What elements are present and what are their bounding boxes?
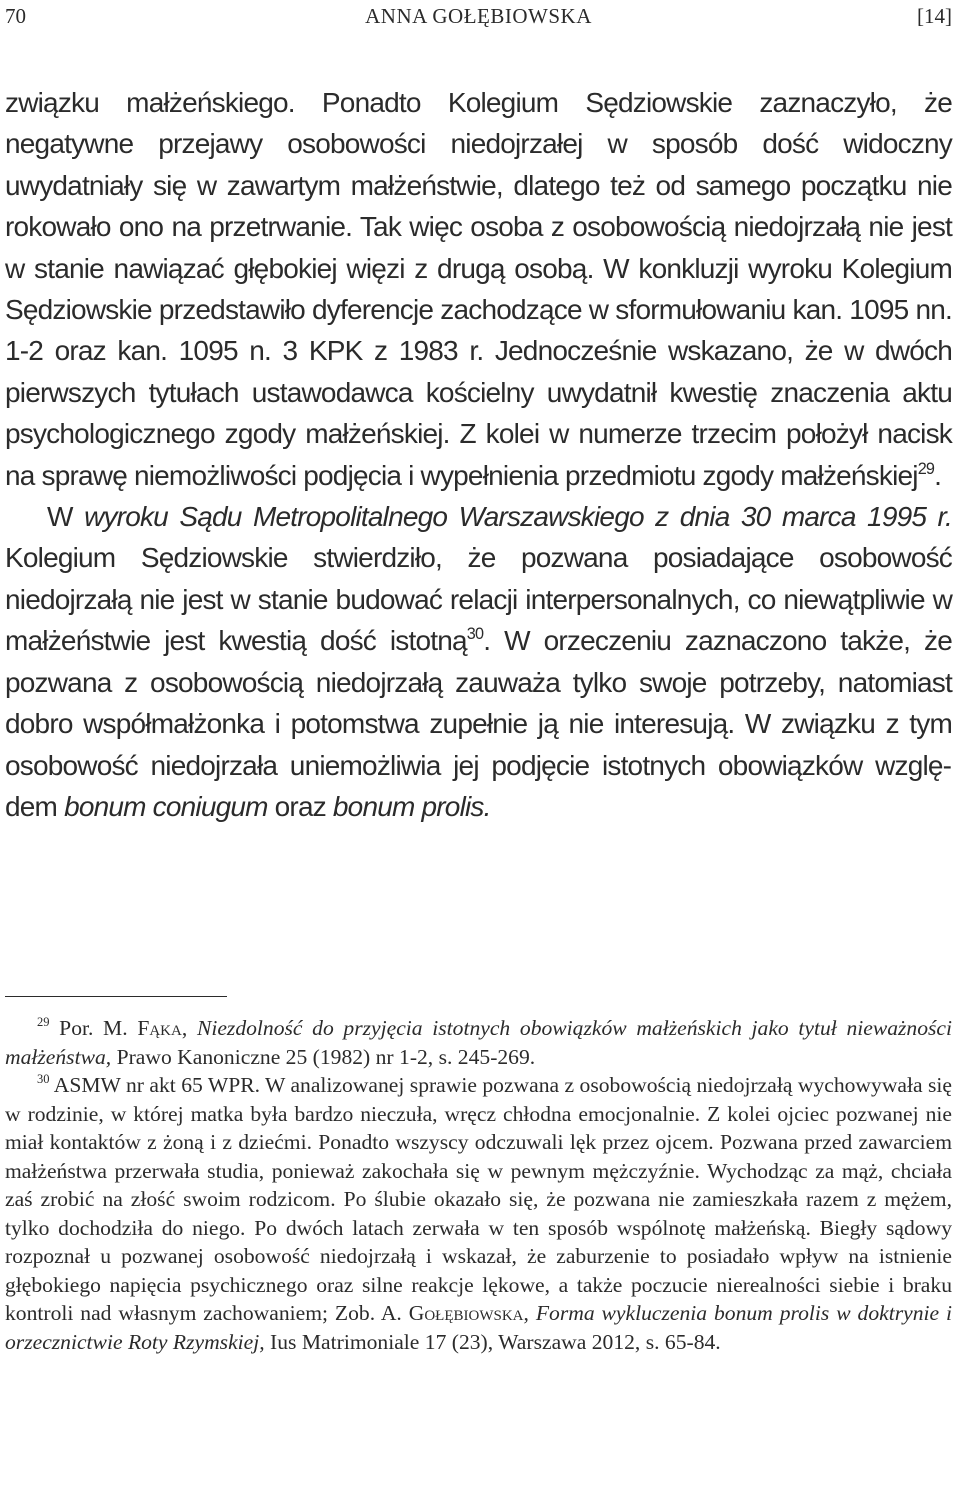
footnote-29-title: Niezdolność do przyjęcia istotnych obowiązków małżeńskich jako tytuł nieważności małżeństwa, bbox=[5, 1016, 953, 1069]
court-ruling-title: wyroku Sądu Metropolitalnego Warszawskiego z dnia 30 marca 1995 r. bbox=[84, 501, 953, 533]
footnote-30-text-a: ASMW nr akt 65 WPR. W analizowanej sprawie pozwana z osobowością niedojrzałą wychowywała się w rodzinie, w której matka była bardzo nieczuła, wręcz chłodna emocjonalnie. Z kolei ojciec pozwanej nie miał kontaktów z żoną i z dziećmi. Ponadto wszyscy odczuwali lęk przez ojcem. Pozwana przed zawarciem małżeństwa przerwała studia, ponieważ zakochała się w pewnym mężczyźnie. Wychodząc za mąż, chciała zaś zrobić na złość swoim rodzicom. Po ślubie okazało się, że pozwana nie zamieszkała razem z mężem, tylko dochodziła do niego. Po dwóch latach zerwała w ten sposób wspólnotę małżeńską. Biegły sądowy rozpoznał u pozwanej osobowość niedojrzałą i wskazał, że zaburzenie to posiadało wpływ na istnienie głębokiego napięcia psychicznego oraz silne reakcje lękowe, a także poczucie nierealności siebie i braku kontroli nad własnym zachowaniem; Zob. A. bbox=[5, 1073, 952, 1325]
footnote-30-title: Forma wykluczenia bonum prolis w doktrynie i orzecznictwie Roty Rzymskiej, bbox=[5, 1301, 952, 1354]
footnote-separator bbox=[5, 996, 227, 997]
footnote-30-text-b: Ius Matrimoniale 17 (23), Warszawa 2012, s. 65-84. bbox=[264, 1329, 721, 1354]
footnotes bbox=[5, 1014, 952, 1356]
page-number: 70 bbox=[5, 4, 26, 28]
paragraph-2-text-c: oraz bbox=[267, 790, 333, 822]
running-head-author: ANNA GOŁĘBIOWSKA bbox=[365, 4, 592, 28]
footnote-29-mark: 29 bbox=[37, 1015, 50, 1030]
chapter-bracket-number: [14] bbox=[917, 4, 952, 28]
term-bonum-coniugum: bonum coniugum bbox=[64, 790, 268, 822]
body-paragraph-2 bbox=[5, 496, 952, 827]
footnote-ref-29[interactable]: 29 bbox=[917, 459, 935, 478]
body-text bbox=[5, 82, 952, 827]
footnote-29: $^{29}$ Por. M. Fąka, Niezdolność do przyjęcia istotnych obowiązków małżeńskich jako tytuł nieważności małżeństwa, Prawo Kanoniczne 25 (1982) nr 1-2, s. 245-269. bbox=[5, 1015, 953, 1069]
footnote-29-text-b: Prawo Kanoniczne 25 (1982) nr 1-2, s. 245-269. bbox=[111, 1044, 536, 1069]
paragraph-1-text: związku małżeńskiego. Ponadto Kolegium Sędziowskie zaznaczyło, że negatywne przejawy osobowości niedojrzałej w sposób dość widoczny uwydatniały się w zawartym małżeństwie, dlatego też od samego początku nie rokowało ono na przetrwanie. Tak więc osoba z osobowością niedojrzałą nie jest w stanie nawiązać głębokiej więzi z drugą osobą. W konkluzji wyroku Kolegium Sędziowskie przedstawiło dyferencje zachodzące w sformułowaniu kan. 1095 nn. 1-2 oraz kan. 1095 n. 3 KPK z 1983 r. Jednocześnie wskazano, że w dwóch pierwszych tytułach ustawodawca kościelny uwydatnił kwestię znaczenia aktu psychologicznego zgody małżeńskiej. Z kolei w numerze trzecim położył nacisk na sprawę niemożliwości podjęcia i wypełnienia przedmiotu zgody małżeńskiej bbox=[5, 87, 952, 491]
body-paragraph-1 bbox=[5, 82, 952, 496]
term-bonum-prolis: bonum prolis. bbox=[332, 790, 491, 822]
footnote-ref-30[interactable]: 30 bbox=[466, 625, 484, 644]
footnote-29-text-a: Por. M. bbox=[49, 1016, 138, 1040]
footnote-29-author: Fąka bbox=[137, 1016, 182, 1040]
document-page bbox=[5, 0, 952, 1511]
footnote-30-author: Gołębiowska bbox=[408, 1301, 524, 1325]
paragraph-2-text-b: . W orzeczeniu zaznaczono także, że pozwana z osobowością niedojrzałą zauważa tylko swoje potrzeby, natomiast dobro współmałżonka i potomstwa zupełnie ją nie interesują. W związku z tym osobowość niedojrzała uniemożliwia jej podjęcie istotnych obowiązków względem bbox=[5, 625, 952, 822]
footnote-30-mark: 30 bbox=[37, 1072, 50, 1087]
paragraph-1-end: . bbox=[934, 459, 942, 491]
paragraph-2-text-a: Kolegium Sędziowskie stwierdziło, że pozwana posiadające osobowość niedojrzałą nie jest w stanie budować relacji interpersonalnych, co niewątpliwie w małżeństwie jest kwestią dość istotną bbox=[5, 542, 952, 657]
footnote-30: $^{30}$ ASMW nr akt 65 WPR. W analizowanej sprawie pozwana z osobowością niedojrzałą wychowywała się w rodzinie, w której matka była bardzo nieczuła, wręcz chłodna emocjonalnie. Z kolei ojciec pozwanej nie miał kontaktów z żoną i z dziećmi. Ponadto wszyscy odczuwali lęk przez ojcem. Pozwana przed zawarciem małżeństwa przerwała studia, ponieważ zakochała się w pewnym mężczyźnie. Wychodząc za mąż, chciała zaś zrobić na złość swoim rodzicom. Po ślubie okazało się, że pozwana nie zamieszkała razem z mężem, tylko dochodziła do niego. Po dwóch latach zerwała w ten sposób wspólnotę małżeńską. Biegły sądowy rozpoznał u pozwanej osobowość niedojrzałą i wskazał, że zaburzenie to posiadało wpływ na istnienie głębokiego napięcia psychicznego oraz silne reakcje lękowe, a także poczucie nierealności siebie i braku kontroli nad własnym zachowaniem; Zob. A. Gołębiowska, Forma wykluczenia bonum prolis w doktrynie i orzecznictwie Roty Rzymskiej, Ius Matrimoniale 17 (23), Warszawa 2012, s. 65-84. bbox=[5, 1072, 952, 1354]
running-head bbox=[5, 4, 952, 28]
paragraph-2-w: W bbox=[47, 501, 73, 533]
